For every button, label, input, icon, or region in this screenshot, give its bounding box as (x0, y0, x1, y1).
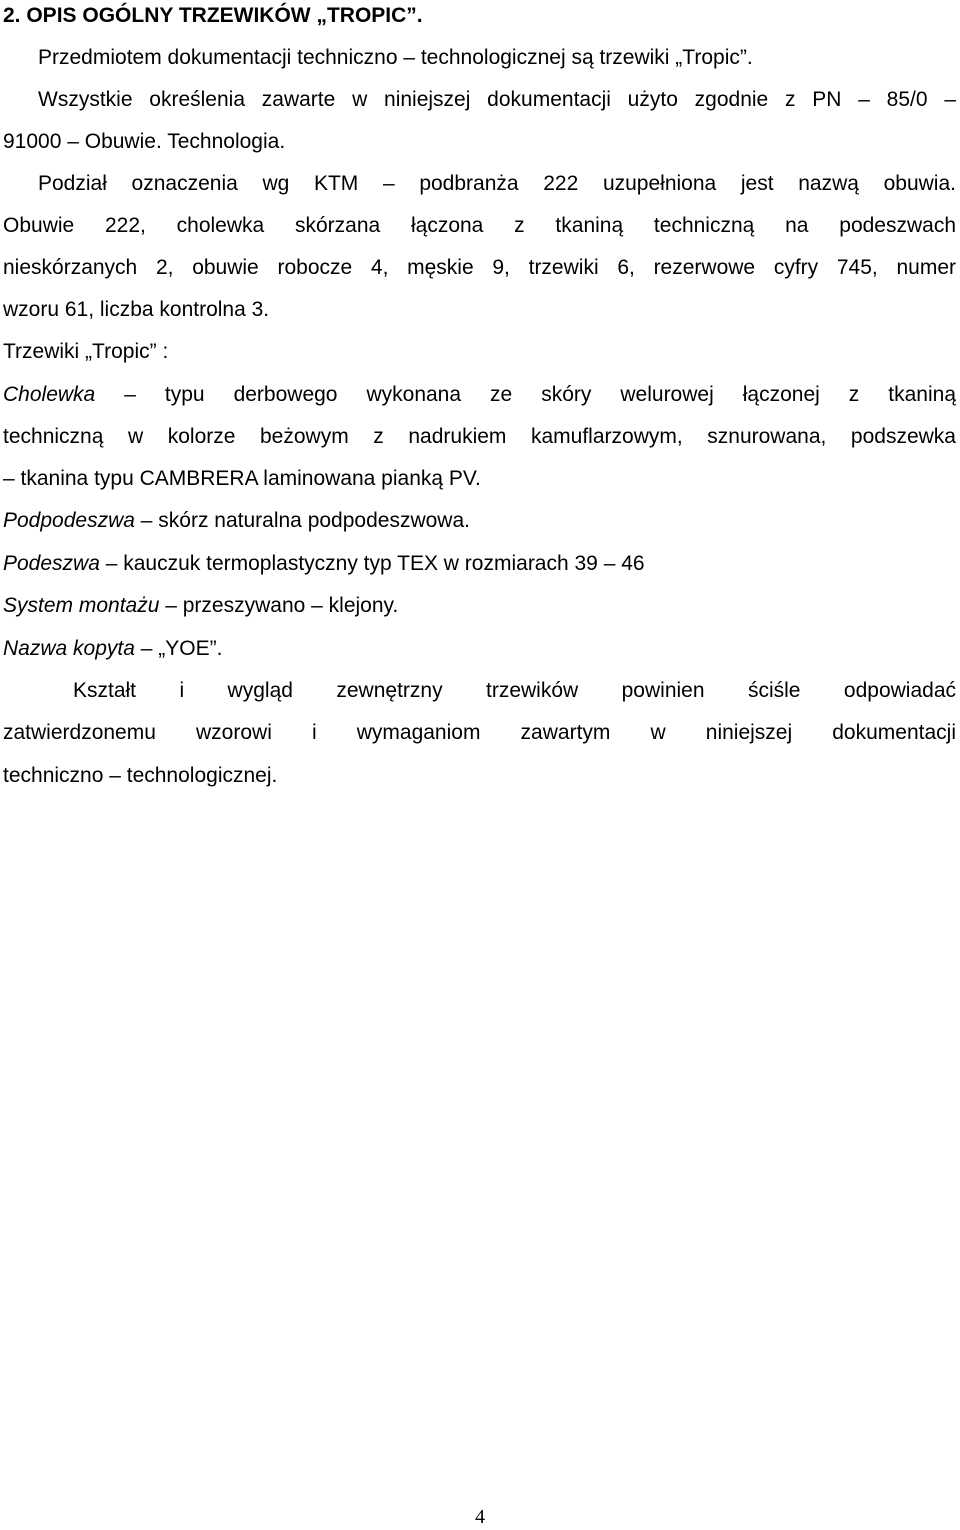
text-line: – tkanina typu CAMBRERA laminowana pianką PV. (3, 467, 481, 490)
spec-line-podpodeszwa (3, 507, 956, 535)
spec-term: Podpodeszwa (3, 509, 135, 532)
spec-text: – „YOE”. (134, 637, 223, 660)
spec-text: – typu derbowego wykonana ze skóry welurowej łączonej z tkaniną (95, 383, 956, 406)
text-line: Kształt i wygląd zewnętrzny trzewików powinien ściśle odpowiadać (73, 679, 956, 702)
page-number: 4 (475, 1506, 485, 1528)
text-line: techniczną w kolorze beżowym z nadrukiem kamuflarzowym, sznurowana, podszewka (3, 425, 956, 448)
spec-line-cholewka (3, 381, 956, 409)
section-heading: 2. OPIS OGÓLNY TRZEWIKÓW „TROPIC”. (3, 4, 423, 27)
spec-term: System montażu (3, 594, 160, 617)
text-line: Wszystkie określenia zawarte w niniejszej dokumentacji użyto zgodnie z PN – 85/0 – (38, 88, 956, 111)
text-line: Przedmiotem dokumentacji techniczno – technologicznej są trzewiki „Tropic”. (38, 46, 753, 69)
spec-line-podeszwa (3, 550, 956, 578)
text-line: techniczno – technologicznej. (3, 764, 278, 787)
text-line: Podział oznaczenia wg KTM – podbranża 222 uzupełniona jest nazwą obuwia. (38, 172, 956, 195)
text-line: Trzewiki „Tropic” : (3, 340, 169, 363)
spec-line-system-montazu (3, 592, 956, 620)
spec-text: – skórz naturalna podpodeszwowa. (134, 509, 470, 532)
text-line: Obuwie 222, cholewka skórzana łączona z tkaniną techniczną na podeszwach (3, 214, 956, 237)
text-line: zatwierdzonemu wzorowi i wymaganiom zawartym w niniejszej dokumentacji (3, 721, 956, 744)
spec-text: – przeszywano – klejony. (159, 594, 399, 617)
spec-term: Cholewka (3, 383, 96, 406)
spec-term: Podeszwa (3, 552, 100, 575)
spec-text: – kauczuk termoplastyczny typ TEX w rozmiarach 39 – 46 (99, 552, 645, 575)
text-line: wzoru 61, liczba kontrolna 3. (3, 298, 270, 321)
spec-line-nazwa-kopyta (3, 635, 956, 663)
text-line: 91000 – Obuwie. Technologia. (3, 130, 286, 153)
spec-term: Nazwa kopyta (3, 637, 135, 660)
text-line: nieskórzanych 2, obuwie robocze 4, męskie 9, trzewiki 6, rezerwowe cyfry 745, numer (3, 256, 956, 279)
